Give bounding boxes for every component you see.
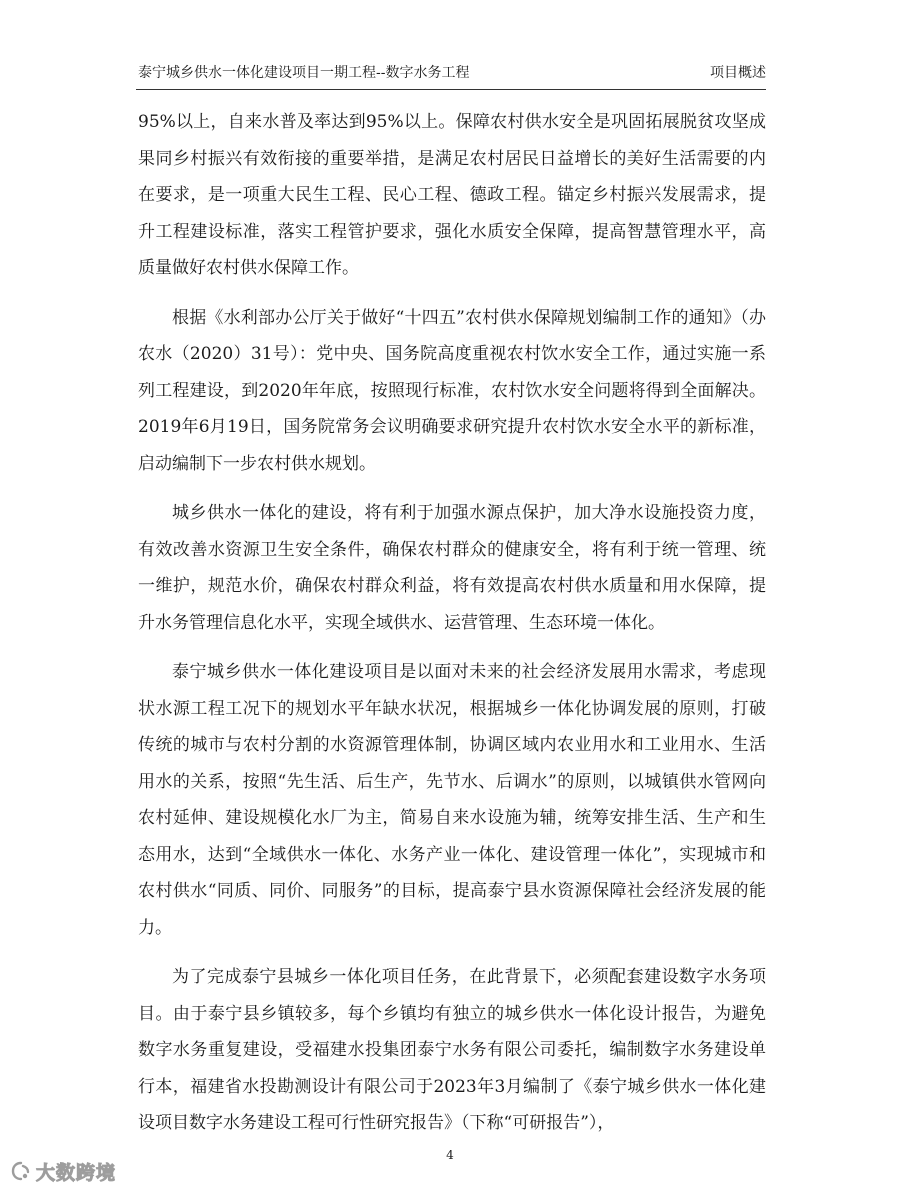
paragraph-3: 城乡供水一体化的建设，将有利于加强水源点保护，加大净水设施投资力度，有效改善水资源卫生安全条件，确保农村群众的健康安全，将有利于统一管理、统一维护，规范水价，确保农村群众利益，将有效提高农村供水质量和用水保障，提升水务管理信息化水平，实现全域供水、运营管理、生态环境一体化。 [138, 503, 766, 633]
page-number: 4 [446, 1148, 454, 1162]
paragraph-4: 泰宁城乡供水一体化建设项目是以面对未来的社会经济发展用水需求，考虑现状水源工程工况下的规划水平年缺水状况，根据城乡一体化协调发展的原则，打破传统的城市与农村分割的水资源管理体制，协调区域内农业用水和工业用水、生活用水的关系，按照“先生活、后生产，先节水、后调水”的原则，以城镇供水管网向农村延伸、建设规模化水厂为主，简易自来水设施为辅，统筹安排生活、生产和生态用水，达到“全域供水一体化、水务产业一体化、建设管理一体化”，实现城市和农村供水“同质、同价、同服务”的目标，提高泰宁县水资源保障社会经济发展的能力。 [138, 662, 766, 938]
section-title: 项目概述 [710, 65, 766, 81]
paragraph-2: 根据《水利部办公厅关于做好“十四五”农村供水保障规划编制工作的通知》（办农水（2020）31号）：党中央、国务院高度重视农村饮水安全工作，通过实施一系列工程建设，到2020年年底，按照现行标准，农村饮水安全问题将得到全面解决。2019年6月19日，国务院常务会议明确要求研究提升农村饮水安全水平的新标准，启动编制下一步农村供水规划。 [138, 307, 766, 474]
page-header [138, 62, 766, 84]
document-body [138, 104, 766, 1155]
document-title: 泰宁城乡供水一体化建设项目一期工程--数字水务工程 [138, 65, 470, 81]
paragraph-1: 95%以上，自来水普及率达到95%以上。保障农村供水安全是巩固拓展脱贫攻坚成果同乡村振兴有效衔接的重要举措，是满足农村居民日益增长的美好生活需要的内在要求，是一项重大民生工程、民心工程、德政工程。锚定乡村振兴发展需求，提升工程建设标准，落实工程管护要求，强化水质安全保障，提高智慧管理水平，高质量做好农村供水保障工作。 [138, 112, 766, 278]
paragraph-5: 为了完成泰宁县城乡一体化项目任务，在此背景下，必须配套建设数字水务项目。由于泰宁县乡镇较多，每个乡镇均有独立的城乡供水一体化设计报告，为避免数字水务重复建设，受福建水投集团泰宁水务有限公司委托，编制数字水务建设单行本，福建省水投勘测设计有限公司于2023年3月编制了《泰宁城乡供水一体化建设项目数字水务建设工程可行性研究报告》（下称“可研报告”）， [138, 967, 766, 1133]
watermark [10, 1158, 116, 1184]
watermark-text: 大数跨境 [36, 1161, 117, 1184]
header-divider [136, 89, 766, 90]
brand-logo-icon [10, 1160, 32, 1182]
